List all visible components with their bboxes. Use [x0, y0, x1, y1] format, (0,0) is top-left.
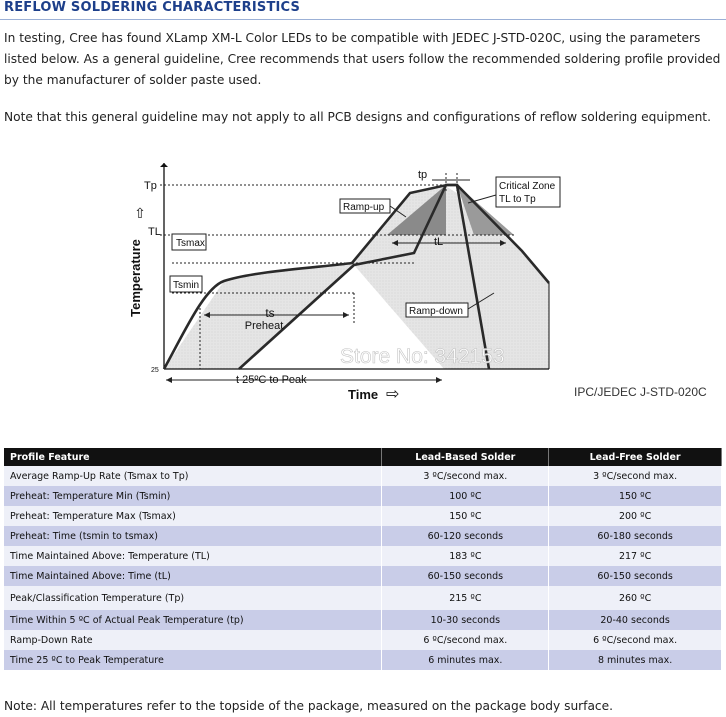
table-row [4, 586, 722, 610]
lead-free-cell: 3 ºC/second max. [549, 466, 722, 486]
lead-based-cell: 6 ºC/second max. [382, 630, 549, 650]
feature-cell: Average Ramp-Up Rate (Tsmax to Tp) [4, 466, 382, 486]
table-row [4, 630, 722, 650]
reflow-profile-diagram [124, 163, 724, 408]
table-row [4, 546, 722, 566]
y-axis-arrow-icon: ⇧ [134, 205, 146, 221]
feature-cell: Preheat: Time (tsmin to tsmax) [4, 526, 382, 546]
critical-zone-sub-label: TL to Tp [499, 194, 536, 205]
lead-free-cell: 217 ºC [549, 546, 722, 566]
lead-free-cell: 20-40 seconds [549, 610, 722, 630]
lead-based-cell: 60-150 seconds [382, 566, 549, 586]
lead-based-cell: 10-30 seconds [382, 610, 549, 630]
lead-based-cell: 6 minutes max. [382, 650, 549, 670]
lead-free-cell: 6 ºC/second max. [549, 630, 722, 650]
lead-based-cell: 100 ºC [382, 486, 549, 506]
lead-free-cell: 150 ºC [549, 486, 722, 506]
section-heading: REFLOW SOLDERING CHARACTERISTICS [4, 0, 301, 15]
table-row [4, 566, 722, 586]
feature-cell: Time 25 ºC to Peak Temperature [4, 650, 382, 670]
ts-label: ts [265, 306, 275, 320]
table-row [4, 526, 722, 546]
table-row [4, 610, 722, 630]
feature-cell: Time Within 5 ºC of Actual Peak Temperature (tp) [4, 610, 382, 630]
general-note: Note that this general guideline may not apply to all PCB designs and configurations of reflow soldering equipment. [4, 110, 711, 124]
y-axis-label: Temperature [128, 239, 143, 317]
tp-level-label: Tp [144, 180, 157, 192]
lead-free-cell: 60-150 seconds [549, 566, 722, 586]
footer-note: Note: All temperatures refer to the topside of the package, measured on the package body surface. [4, 699, 614, 713]
table-header-row [4, 448, 722, 466]
lead-based-cell: 183 ºC [382, 546, 549, 566]
feature-cell: Preheat: Temperature Max (Tsmax) [4, 506, 382, 526]
critical-zone-label: Critical Zone [499, 181, 556, 192]
y-origin-label: 25 [151, 367, 159, 374]
lead-free-cell: 60-180 seconds [549, 526, 722, 546]
col-header-feature: Profile Feature [4, 448, 382, 466]
feature-cell: Ramp-Down Rate [4, 630, 382, 650]
lead-free-cell: 260 ºC [549, 586, 722, 610]
tsmax-label: Tsmax [176, 238, 205, 249]
table-row [4, 650, 722, 670]
ramp-up-label: Ramp-up [343, 202, 385, 213]
watermark: Store No: 342153 [340, 345, 505, 368]
tl-level-label: TL [148, 226, 161, 238]
x-axis-label: Time [348, 387, 379, 402]
table-row [4, 506, 722, 526]
lead-free-cell: 8 minutes max. [549, 650, 722, 670]
lead-based-cell: 3 ºC/second max. [382, 466, 549, 486]
feature-cell: Time Maintained Above: Temperature (TL) [4, 546, 382, 566]
ramp-down-label: Ramp-down [409, 306, 463, 317]
diagram-caption: IPC/JEDEC J-STD-020C [574, 385, 707, 399]
lead-free-cell: 200 ºC [549, 506, 722, 526]
table-row [4, 466, 722, 486]
reflow-spec-table [4, 448, 722, 670]
col-header-lead-based: Lead-Based Solder [382, 448, 549, 466]
heading-divider [0, 19, 726, 20]
feature-cell: Time Maintained Above: Time (tL) [4, 566, 382, 586]
tl-time-label: tL [434, 236, 444, 248]
col-header-lead-free: Lead-Free Solder [549, 448, 722, 466]
lead-based-cell: 215 ºC [382, 586, 549, 610]
feature-cell: Preheat: Temperature Min (Tsmin) [4, 486, 382, 506]
x-axis-arrow-icon: ⇨ [386, 386, 400, 403]
preheat-label: Preheat [244, 320, 284, 332]
tsmin-label: Tsmin [173, 280, 200, 291]
to-peak-label: t 25ºC to Peak [236, 374, 307, 386]
lead-based-cell: 60-120 seconds [382, 526, 549, 546]
tp-time-label: tp [418, 169, 428, 181]
table-row [4, 486, 722, 506]
feature-cell: Peak/Classification Temperature (Tp) [4, 586, 382, 610]
lead-based-cell: 150 ºC [382, 506, 549, 526]
intro-paragraph: In testing, Cree has found XLamp XM-L Color LEDs to be compatible with JEDEC J-STD-020C, using the parameters listed below. As a general guideline, Cree recommends that users follow the recommended soldering profile provided by the manufacturer of solder paste used. [4, 31, 721, 87]
